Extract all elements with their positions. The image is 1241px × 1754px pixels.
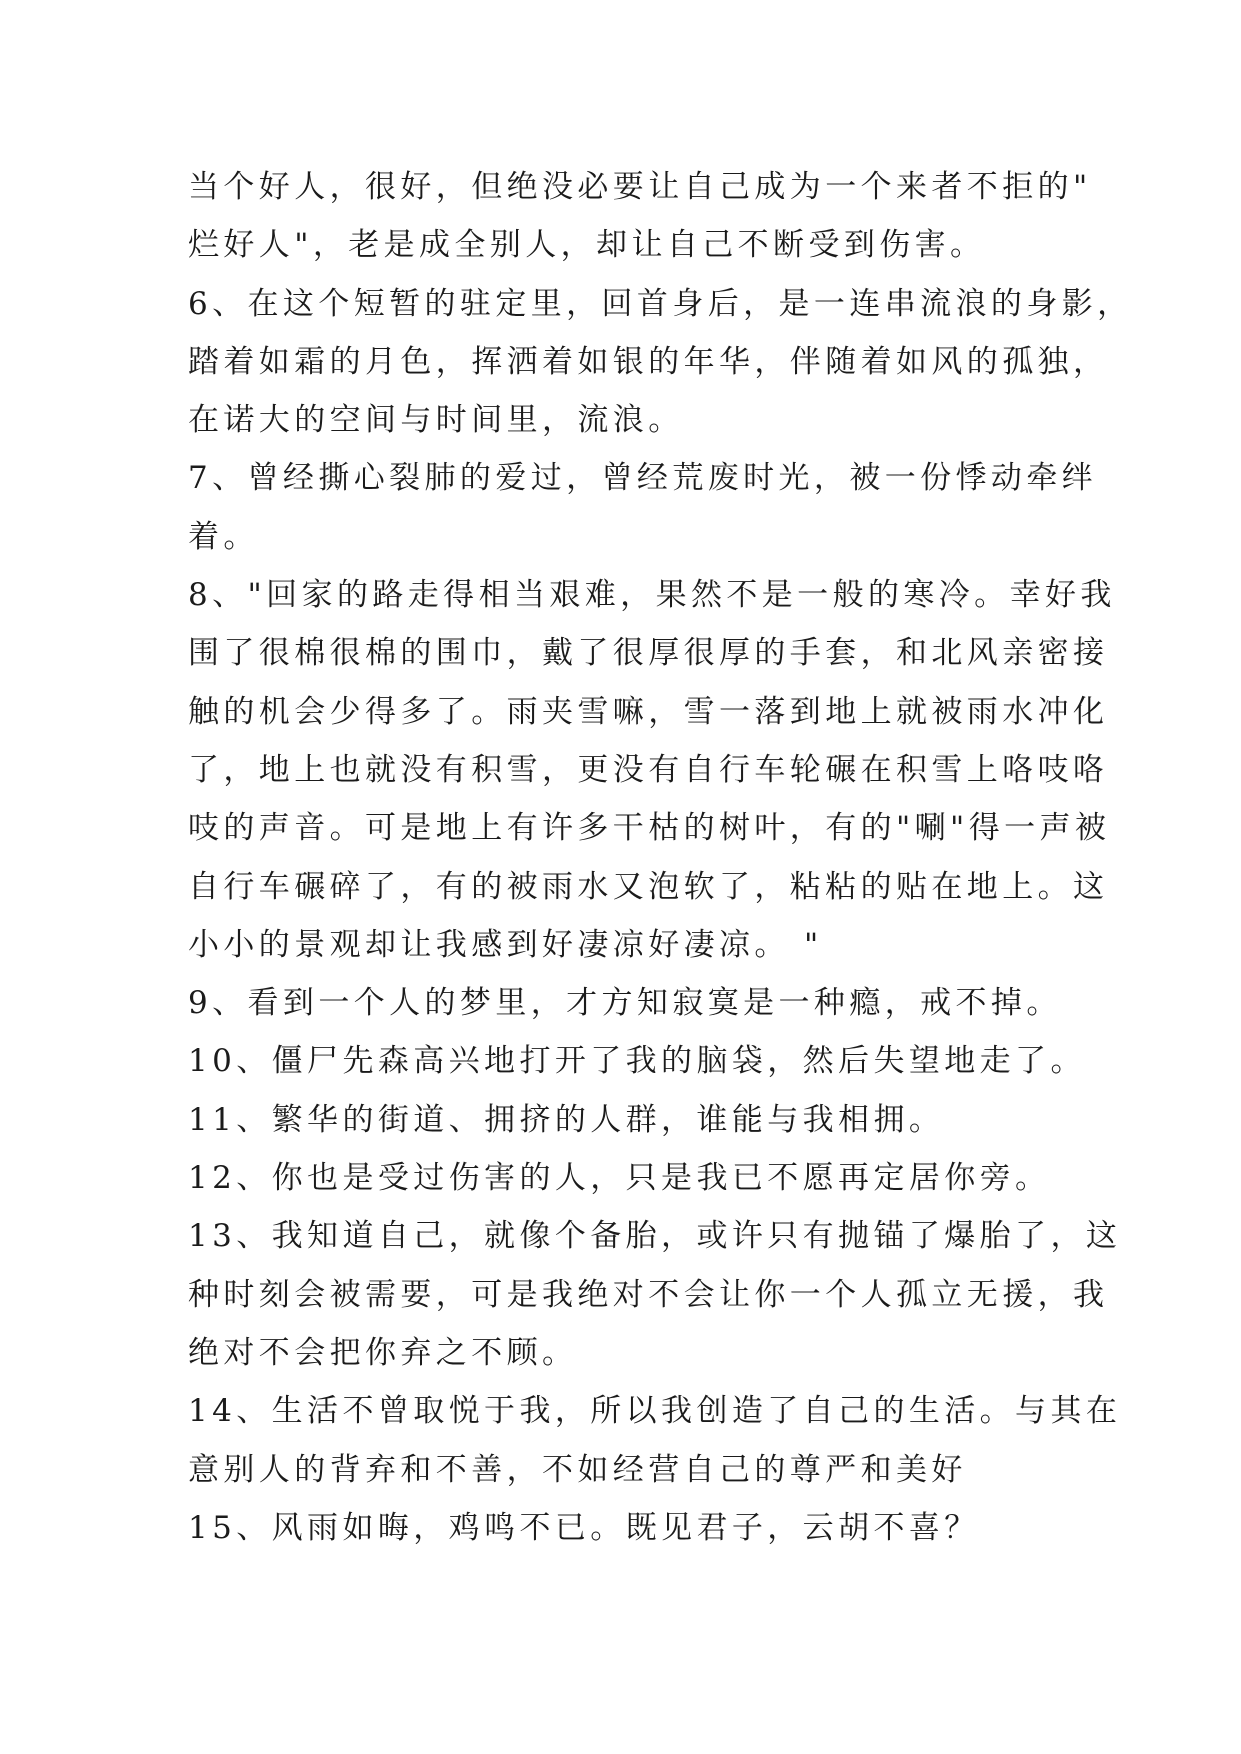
text-line: 吱的声音。可是地上有许多干枯的树叶，有的"唰"得一声被: [188, 810, 1111, 847]
text-line: 小小的景观却让我感到好凄凉好凄凉。 ": [188, 926, 823, 963]
text-line: 9、看到一个人的梦里，才方知寂寞是一种瘾，戒不掉。: [188, 985, 1062, 1022]
text-line: 意别人的背弃和不善，不如经营自己的尊严和美好: [188, 1451, 967, 1488]
text-line: 7、曾经撕心裂肺的爱过，曾经荒废时光，被一份悸动牵绊: [188, 460, 1098, 497]
text-line: 触的机会少得多了。雨夹雪嘛，雪一落到地上就被雨水冲化: [188, 693, 1109, 730]
text-line: 8、"回家的路走得相当艰难，果然不是一般的寒冷。幸好我: [188, 577, 1116, 614]
text-line: 11、繁华的街道、拥挤的人群，谁能与我相拥。: [188, 1101, 945, 1138]
text-line: 13、我知道自己，就像个备胎，或许只有抛锚了爆胎了，这: [188, 1218, 1122, 1255]
text-line: 6、在这个短暂的驻定里，回首身后，是一连串流浪的身影，: [188, 285, 1133, 322]
text-line: 15、风雨如晦，鸡鸣不已。既见君子，云胡不喜？: [188, 1509, 980, 1546]
text-line: 围了很棉很棉的围巾，戴了很厚很厚的手套，和北风亲密接: [188, 635, 1109, 672]
document-body: [188, 158, 1133, 1557]
text-line: 12、你也是受过伤害的人，只是我已不愿再定居你旁。: [188, 1160, 1051, 1197]
text-line: 在诺大的空间与时间里，流浪。: [188, 402, 684, 439]
text-line: 踏着如霜的月色，挥洒着如银的年华，伴随着如风的孤独，: [188, 343, 1109, 380]
text-line: 了，地上也就没有积雪，更没有自行车轮碾在积雪上咯吱咯: [188, 751, 1109, 788]
text-line: 10、僵尸先森高兴地打开了我的脑袋，然后失望地走了。: [188, 1043, 1086, 1080]
text-line: 烂好人"，老是成全别人，却让自己不断受到伤害。: [188, 227, 986, 264]
text-line: 种时刻会被需要，可是我绝对不会让你一个人孤立无援，我: [188, 1276, 1109, 1313]
text-line: 当个好人，很好，但绝没必要让自己成为一个来者不拒的": [188, 169, 1092, 205]
text-line: 着。: [188, 518, 259, 555]
text-line: 绝对不会把你弃之不顾。: [188, 1334, 578, 1371]
text-line: 自行车碾碎了，有的被雨水又泡软了，粘粘的贴在地上。这: [188, 868, 1109, 905]
text-line: 14、生活不曾取悦于我，所以我创造了自己的生活。与其在: [188, 1393, 1122, 1430]
